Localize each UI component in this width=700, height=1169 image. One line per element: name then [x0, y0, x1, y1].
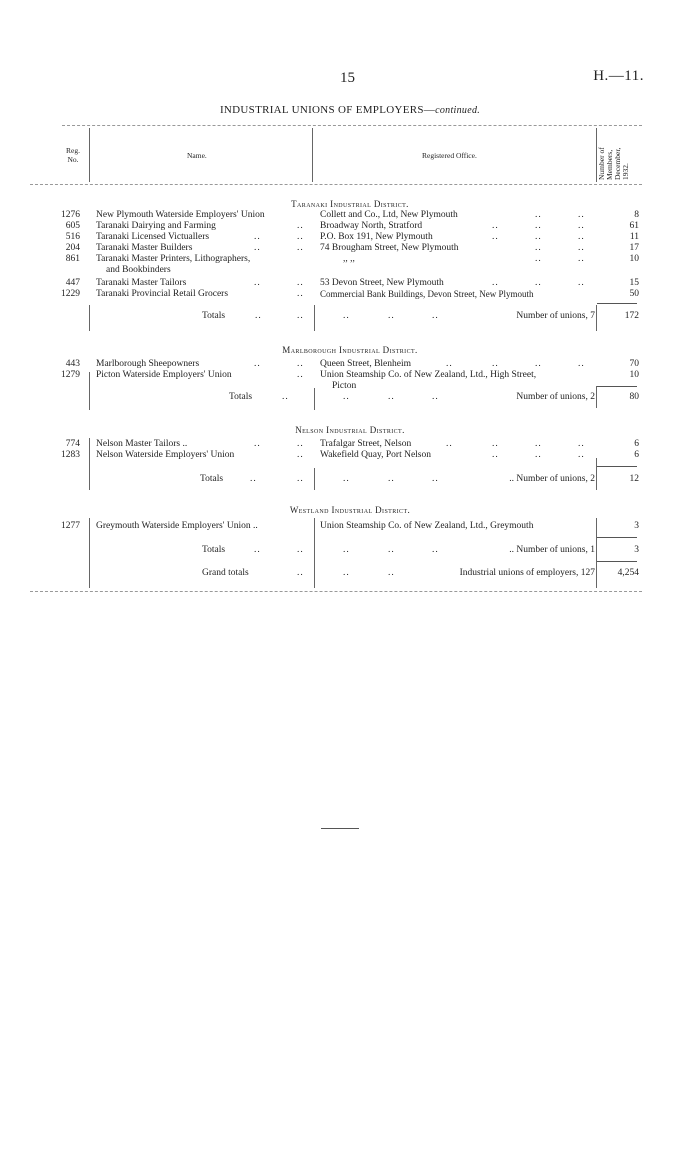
leader-dots: ..: [297, 221, 304, 231]
subtotal-rule: [597, 386, 637, 387]
grand-total-unions: Industrial unions of employers, 127: [459, 568, 595, 578]
leader-dots: ..: [254, 439, 261, 449]
leader-dots: ..: [535, 439, 542, 449]
leader-dots: ..: [343, 311, 350, 321]
leader-dots: ..: [254, 545, 261, 555]
divider: [596, 458, 597, 490]
leader-dots: ..: [254, 243, 261, 253]
union-name: Marlborough Sheepowners: [96, 359, 200, 369]
totals-label: Totals: [202, 311, 226, 321]
leader-dots: ..: [578, 221, 585, 231]
footer-rule: [321, 828, 359, 829]
table-row: [0, 232, 700, 243]
leader-dots: ..: [535, 232, 542, 242]
leader-dots: ..: [578, 232, 585, 242]
registered-office: Wakefield Quay, Port Nelson: [320, 450, 432, 460]
leader-dots: ..: [492, 278, 499, 288]
district-heading-westland: Westland Industrial District.: [289, 505, 411, 515]
unions-count: Number of unions, 7: [516, 311, 595, 321]
leader-dots: ..: [297, 311, 304, 321]
leader-dots: ..: [535, 450, 542, 460]
members-header-line1: Number of: [597, 147, 606, 180]
totals-label: Totals: [229, 392, 253, 402]
reg-header-line2: No.: [67, 155, 79, 164]
leader-dots: ..: [250, 474, 257, 484]
leader-dots: ..: [432, 474, 439, 484]
union-name: Greymouth Waterside Employers' Union ..: [96, 521, 258, 531]
table-row: [0, 439, 700, 450]
subtotal-rule: [597, 466, 637, 467]
registered-office: Queen Street, Blenheim: [320, 359, 412, 369]
union-name: Nelson Master Tailors ..: [96, 439, 188, 449]
members-header-line2: Members,: [605, 149, 614, 180]
reg-number: 204: [65, 243, 80, 253]
member-count: 6: [634, 439, 639, 449]
leader-dots: ..: [578, 210, 585, 220]
reg-no-header: [66, 146, 80, 164]
reg-number: 1276: [61, 210, 80, 220]
leader-dots: ..: [535, 243, 542, 253]
leader-dots: ..: [297, 232, 304, 242]
total-members: 80: [629, 392, 639, 402]
leader-dots: ..: [432, 392, 439, 402]
reg-number: 774: [65, 439, 80, 449]
union-name-continued: and Bookbinders: [106, 265, 171, 275]
table-row: [0, 370, 700, 381]
registered-office: Union Steamship Co. of New Zealand, Ltd., Greymouth: [320, 521, 534, 531]
divider: [89, 305, 90, 331]
registered-office: Trafalgar Street, Nelson: [320, 439, 412, 449]
page-title: [0, 104, 700, 116]
leader-dots: ..: [388, 474, 395, 484]
member-count: 17: [629, 243, 639, 253]
registered-office: Union Steamship Co. of New Zealand, Ltd., High Street,: [320, 370, 537, 380]
divider: [596, 518, 597, 588]
total-members: 3: [634, 545, 639, 555]
leader-dots: ..: [388, 311, 395, 321]
table-bottom-rule: [30, 591, 642, 592]
leader-dots: ..: [446, 359, 453, 369]
unions-count: .. Number of unions, 2: [509, 474, 595, 484]
member-count: 61: [629, 221, 639, 231]
union-name: Taranaki Dairying and Farming: [96, 221, 216, 231]
union-name: Taranaki Master Tailors: [96, 278, 187, 288]
header-divider-2: [312, 128, 313, 182]
leader-dots: ..: [388, 545, 395, 555]
table-row-continuation: [0, 381, 700, 392]
table-top-rule: [62, 125, 642, 126]
registered-office-continued: Picton: [332, 381, 357, 391]
grand-total-members: 4,254: [617, 568, 639, 578]
divider: [596, 305, 597, 331]
table-row: [0, 243, 700, 254]
divider: [89, 438, 90, 490]
union-name: Picton Waterside Employers' Union: [96, 370, 232, 380]
unions-count: .. Number of unions, 1: [509, 545, 595, 555]
leader-dots: ..: [343, 392, 350, 402]
table-row: [0, 359, 700, 370]
leader-dots: ..: [535, 221, 542, 231]
district-heading-taranaki: Taranaki Industrial District.: [291, 199, 409, 209]
leader-dots: ..: [297, 439, 304, 449]
registered-office: Broadway North, Stratford: [320, 221, 423, 231]
union-name: Taranaki Master Builders: [96, 243, 193, 253]
leader-dots: ..: [343, 545, 350, 555]
grand-total-rule: [597, 561, 637, 562]
divider: [89, 518, 90, 588]
leader-dots: ..: [297, 474, 304, 484]
page-title-suffix: continued.: [435, 105, 481, 116]
reg-number: 1283: [61, 450, 80, 460]
member-count: 15: [629, 278, 639, 288]
name-header: Name.: [187, 151, 207, 160]
leader-dots: ..: [297, 278, 304, 288]
union-name: New Plymouth Waterside Employers' Union: [96, 210, 265, 220]
reg-number: 447: [65, 278, 80, 288]
leader-dots: ..: [535, 254, 542, 264]
leader-dots: ..: [578, 243, 585, 253]
leader-dots: ..: [254, 359, 261, 369]
reg-header-line1: Reg.: [66, 146, 80, 155]
unions-count: Number of unions, 2: [516, 392, 595, 402]
subtotal-rule: [597, 537, 637, 538]
reg-number: 516: [65, 232, 80, 242]
leader-dots: ..: [297, 545, 304, 555]
leader-dots: ..: [297, 243, 304, 253]
member-count: 8: [634, 210, 639, 220]
registered-office: P.O. Box 191, New Plymouth: [320, 232, 433, 242]
registered-office: ,, ,,: [343, 254, 355, 264]
table-row-continuation: [0, 265, 700, 276]
total-members: 172: [624, 311, 639, 321]
member-count: 3: [634, 521, 639, 531]
divider: [89, 372, 90, 410]
office-header: Registered Office.: [422, 151, 477, 160]
member-count: 50: [629, 289, 639, 299]
leader-dots: ..: [388, 392, 395, 402]
union-name: Taranaki Licensed Victuallers: [96, 232, 210, 242]
table-row: [0, 221, 700, 232]
member-count: 10: [629, 370, 639, 380]
registered-office: Collett and Co., Ltd, New Plymouth: [320, 210, 458, 220]
table-row: [0, 254, 700, 265]
leader-dots: ..: [297, 359, 304, 369]
member-count: 10: [629, 254, 639, 264]
leader-dots: ..: [297, 568, 304, 578]
leader-dots: ..: [578, 254, 585, 264]
leader-dots: ..: [343, 474, 350, 484]
union-name: Taranaki Master Printers, Lithographers,: [96, 254, 251, 264]
divider: [314, 468, 315, 490]
header-divider-3: [596, 128, 597, 182]
leader-dots: ..: [492, 439, 499, 449]
reg-number: 605: [65, 221, 80, 231]
divider: [314, 388, 315, 410]
union-name: Nelson Waterside Employers' Union: [96, 450, 235, 460]
registered-office: Commercial Bank Buildings, Devon Street, New Plymouth: [320, 289, 534, 299]
table-row: [0, 450, 700, 461]
reg-number: 1279: [61, 370, 80, 380]
leader-dots: ..: [535, 278, 542, 288]
union-name: Taranaki Provincial Retail Grocers: [96, 289, 229, 299]
registered-office: 53 Devon Street, New Plymouth: [320, 278, 444, 288]
leader-dots: ..: [254, 278, 261, 288]
leader-dots: ..: [578, 439, 585, 449]
leader-dots: ..: [282, 392, 289, 402]
district-heading-marlborough: Marlborough Industrial District.: [282, 345, 418, 355]
leader-dots: ..: [255, 311, 262, 321]
district-heading-nelson: Nelson Industrial District.: [295, 425, 405, 435]
leader-dots: ..: [578, 359, 585, 369]
leader-dots: ..: [535, 359, 542, 369]
divider: [314, 305, 315, 331]
leader-dots: ..: [297, 450, 304, 460]
reg-number: 1277: [61, 521, 80, 531]
page-title-main: INDUSTRIAL UNIONS OF EMPLOYERS—: [219, 104, 436, 116]
member-count: 6: [634, 450, 639, 460]
table-row: [0, 521, 700, 532]
table-row: [0, 289, 700, 300]
leader-dots: ..: [492, 232, 499, 242]
totals-label: Totals: [202, 545, 226, 555]
leader-dots: ..: [388, 568, 395, 578]
table-row: [0, 210, 700, 221]
leader-dots: ..: [446, 439, 453, 449]
page-number: 15: [340, 70, 355, 86]
grand-totals-label: Grand totals: [202, 568, 249, 578]
reg-number: 1229: [61, 289, 80, 299]
subtotal-rule: [597, 303, 637, 304]
members-header-line4: 1932.: [621, 163, 630, 180]
reg-number: 443: [65, 359, 80, 369]
leader-dots: ..: [578, 278, 585, 288]
divider: [596, 386, 597, 408]
leader-dots: ..: [492, 450, 499, 460]
leader-dots: ..: [535, 210, 542, 220]
leader-dots: ..: [297, 370, 304, 380]
total-members: 12: [629, 474, 639, 484]
divider: [314, 518, 315, 588]
member-count: 11: [629, 232, 639, 242]
member-count: 70: [629, 359, 639, 369]
table-row: [0, 278, 700, 289]
leader-dots: ..: [254, 232, 261, 242]
registered-office: 74 Brougham Street, New Plymouth: [320, 243, 459, 253]
leader-dots: ..: [492, 359, 499, 369]
header-divider-1: [89, 128, 90, 182]
page-reference: H.—11.: [593, 68, 644, 84]
leader-dots: ..: [492, 221, 499, 231]
leader-dots: ..: [432, 545, 439, 555]
members-header-line3: December,: [613, 147, 622, 180]
leader-dots: ..: [578, 450, 585, 460]
reg-number: 861: [65, 254, 80, 264]
totals-label: Totals: [200, 474, 224, 484]
leader-dots: ..: [343, 568, 350, 578]
leader-dots: ..: [432, 311, 439, 321]
header-bottom-rule: [30, 184, 642, 185]
leader-dots: ..: [297, 289, 304, 299]
